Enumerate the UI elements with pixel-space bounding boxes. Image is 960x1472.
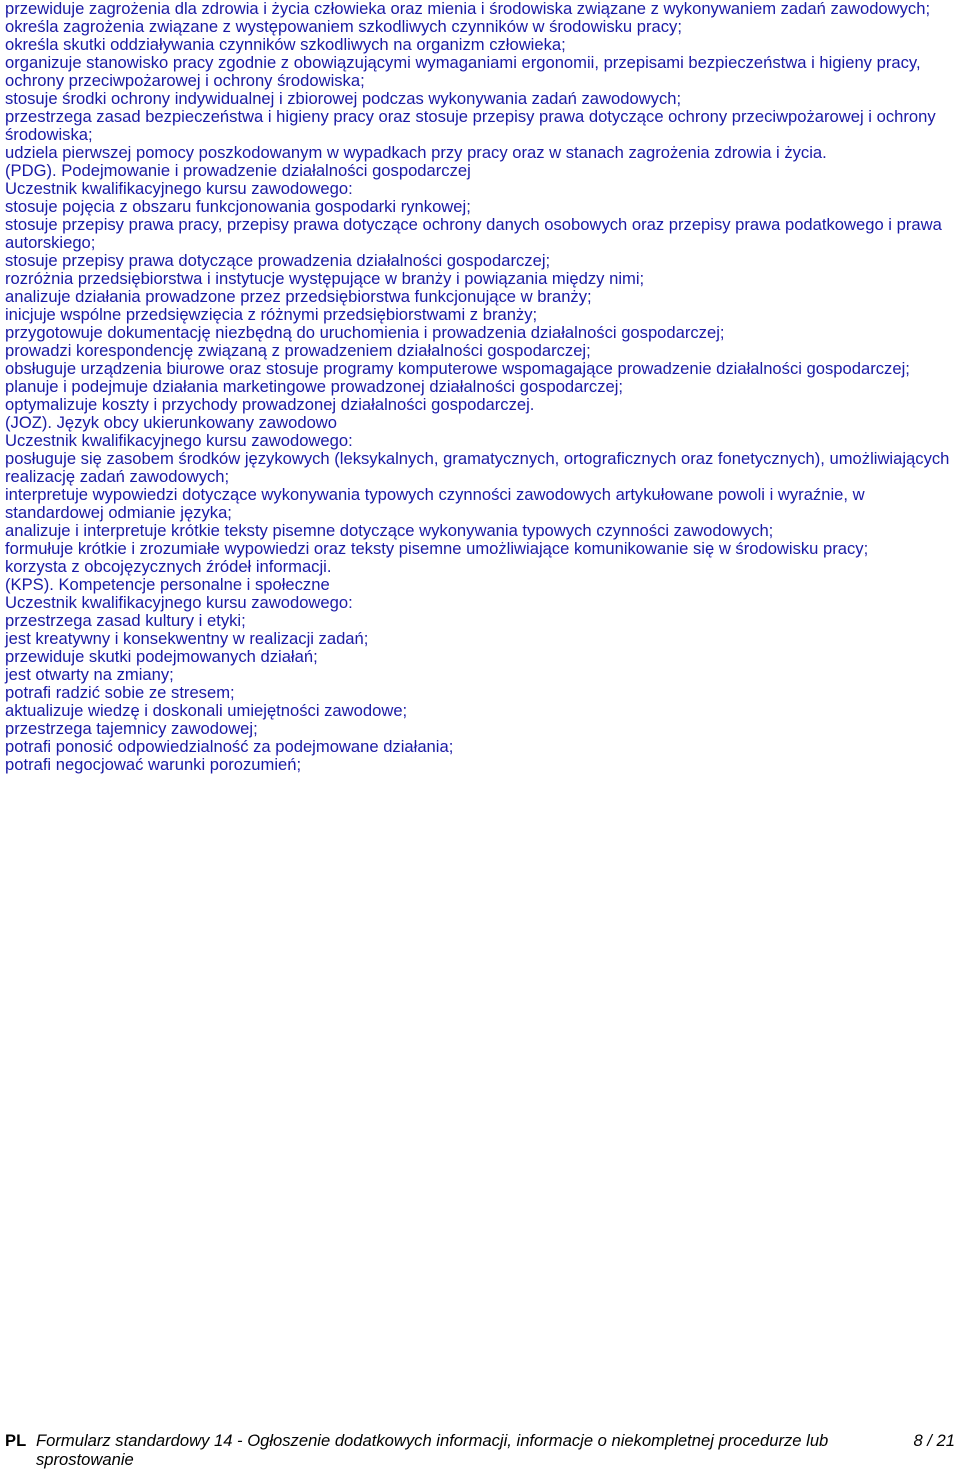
text-line: obsługuje urządzenia biurowe oraz stosuje programy komputerowe wspomagające prowadzenie działalności gospodarczej; — [5, 359, 910, 378]
footer-language: PL — [5, 1431, 27, 1450]
text-line: potrafi ponosić odpowiedzialność za podejmowane działania; — [5, 737, 454, 756]
text-line: stosuje przepisy prawa dotyczące prowadzenia działalności gospodarczej; — [5, 251, 551, 270]
document-body — [5, 0, 955, 774]
text-line: rozróżnia przedsiębiorstwa i instytucje występujące w branży i powiązania między nimi; — [5, 269, 645, 288]
text-line: przewiduje zagrożenia dla zdrowia i życia człowieka oraz mienia i środowiska związane z wykonywaniem zadań zawodowych; — [5, 0, 931, 18]
text-line: określa skutki oddziaływania czynników szkodliwych na organizm człowieka; — [5, 35, 566, 54]
text-line: Uczestnik kwalifikacyjnego kursu zawodowego: — [5, 431, 353, 450]
text-line: jest kreatywny i konsekwentny w realizacji zadań; — [5, 629, 369, 648]
text-line: Uczestnik kwalifikacyjnego kursu zawodowego: — [5, 593, 353, 612]
text-line: optymalizuje koszty i przychody prowadzonej działalności gospodarczej. — [5, 395, 535, 414]
text-line: planuje i podejmuje działania marketingowe prowadzonej działalności gospodarczej; — [5, 377, 624, 396]
text-line: jest otwarty na zmiany; — [5, 665, 174, 684]
text-line: stosuje przepisy prawa pracy, przepisy prawa dotyczące ochrony danych osobowych oraz przepisy prawa podatkowego i prawa autorskiego; — [5, 215, 942, 252]
text-line: inicjuje wspólne przedsięwzięcia z różnymi przedsiębiorstwami z branży; — [5, 305, 538, 324]
text-line: (KPS). Kompetencje personalne i społeczne — [5, 575, 330, 594]
text-line: analizuje i interpretuje krótkie teksty pisemne dotyczące wykonywania typowych czynności zawodowych; — [5, 521, 774, 540]
text-line: korzysta z obcojęzycznych źródeł informacji. — [5, 557, 332, 576]
text-line: przestrzega zasad bezpieczeństwa i higieny pracy oraz stosuje przepisy prawa dotyczące ochrony przeciwpożarowej i ochrony środowiska; — [5, 107, 936, 144]
text-line: stosuje pojęcia z obszaru funkcjonowania gospodarki rynkowej; — [5, 197, 471, 216]
text-line: Uczestnik kwalifikacyjnego kursu zawodowego: — [5, 179, 353, 198]
text-line: aktualizuje wiedzę i doskonali umiejętności zawodowe; — [5, 701, 408, 720]
footer-page-number: 8 / 21 — [913, 1431, 955, 1450]
text-line: przestrzega tajemnicy zawodowej; — [5, 719, 258, 738]
text-line: (PDG). Podejmowanie i prowadzenie działalności gospodarczej — [5, 161, 471, 180]
text-line: przewiduje skutki podejmowanych działań; — [5, 647, 318, 666]
text-line: formułuje krótkie i zrozumiałe wypowiedzi oraz teksty pisemne umożliwiające komunikowanie się w środowisku pracy; — [5, 539, 869, 558]
text-line: przygotowuje dokumentację niezbędną do uruchomienia i prowadzenia działalności gospodarczej; — [5, 323, 725, 342]
text-line: (JOZ). Język obcy ukierunkowany zawodowo — [5, 413, 338, 432]
text-line: potrafi negocjować warunki porozumień; — [5, 755, 302, 774]
text-line: udziela pierwszej pomocy poszkodowanym w wypadkach przy pracy oraz w stanach zagrożenia zdrowia i życia. — [5, 143, 827, 162]
text-line: organizuje stanowisko pracy zgodnie z obowiązującymi wymaganiami ergonomii, przepisami bezpieczeństwa i higieny pracy, ochrony przeciwpożarowej i ochrony środowiska; — [5, 53, 921, 90]
text-line: potrafi radzić sobie ze stresem; — [5, 683, 235, 702]
text-line: stosuje środki ochrony indywidualnej i zbiorowej podczas wykonywania zadań zawodowych; — [5, 89, 682, 108]
text-line: interpretuje wypowiedzi dotyczące wykonywania typowych czynności zawodowych artykułowane powoli i wyraźnie, w standardowej odmianie języka; — [5, 485, 865, 522]
text-line: posługuje się zasobem środków językowych (leksykalnych, gramatycznych, ortograficznych oraz fonetycznych), umożliwiających realizację zadań zawodowych; — [5, 449, 950, 486]
text-line: określa zagrożenia związane z występowaniem szkodliwych czynników w środowisku pracy; — [5, 17, 682, 36]
text-line: przestrzega zasad kultury i etyki; — [5, 611, 246, 630]
footer-form-title: Formularz standardowy 14 - Ogłoszenie dodatkowych informacji, informacje o niekompletnej procedurze lub sprostowanie — [36, 1431, 829, 1469]
text-line: analizuje działania prowadzone przez przedsiębiorstwa funkcjonujące w branży; — [5, 287, 592, 306]
text-line: prowadzi korespondencję związaną z prowadzeniem działalności gospodarczej; — [5, 341, 591, 360]
